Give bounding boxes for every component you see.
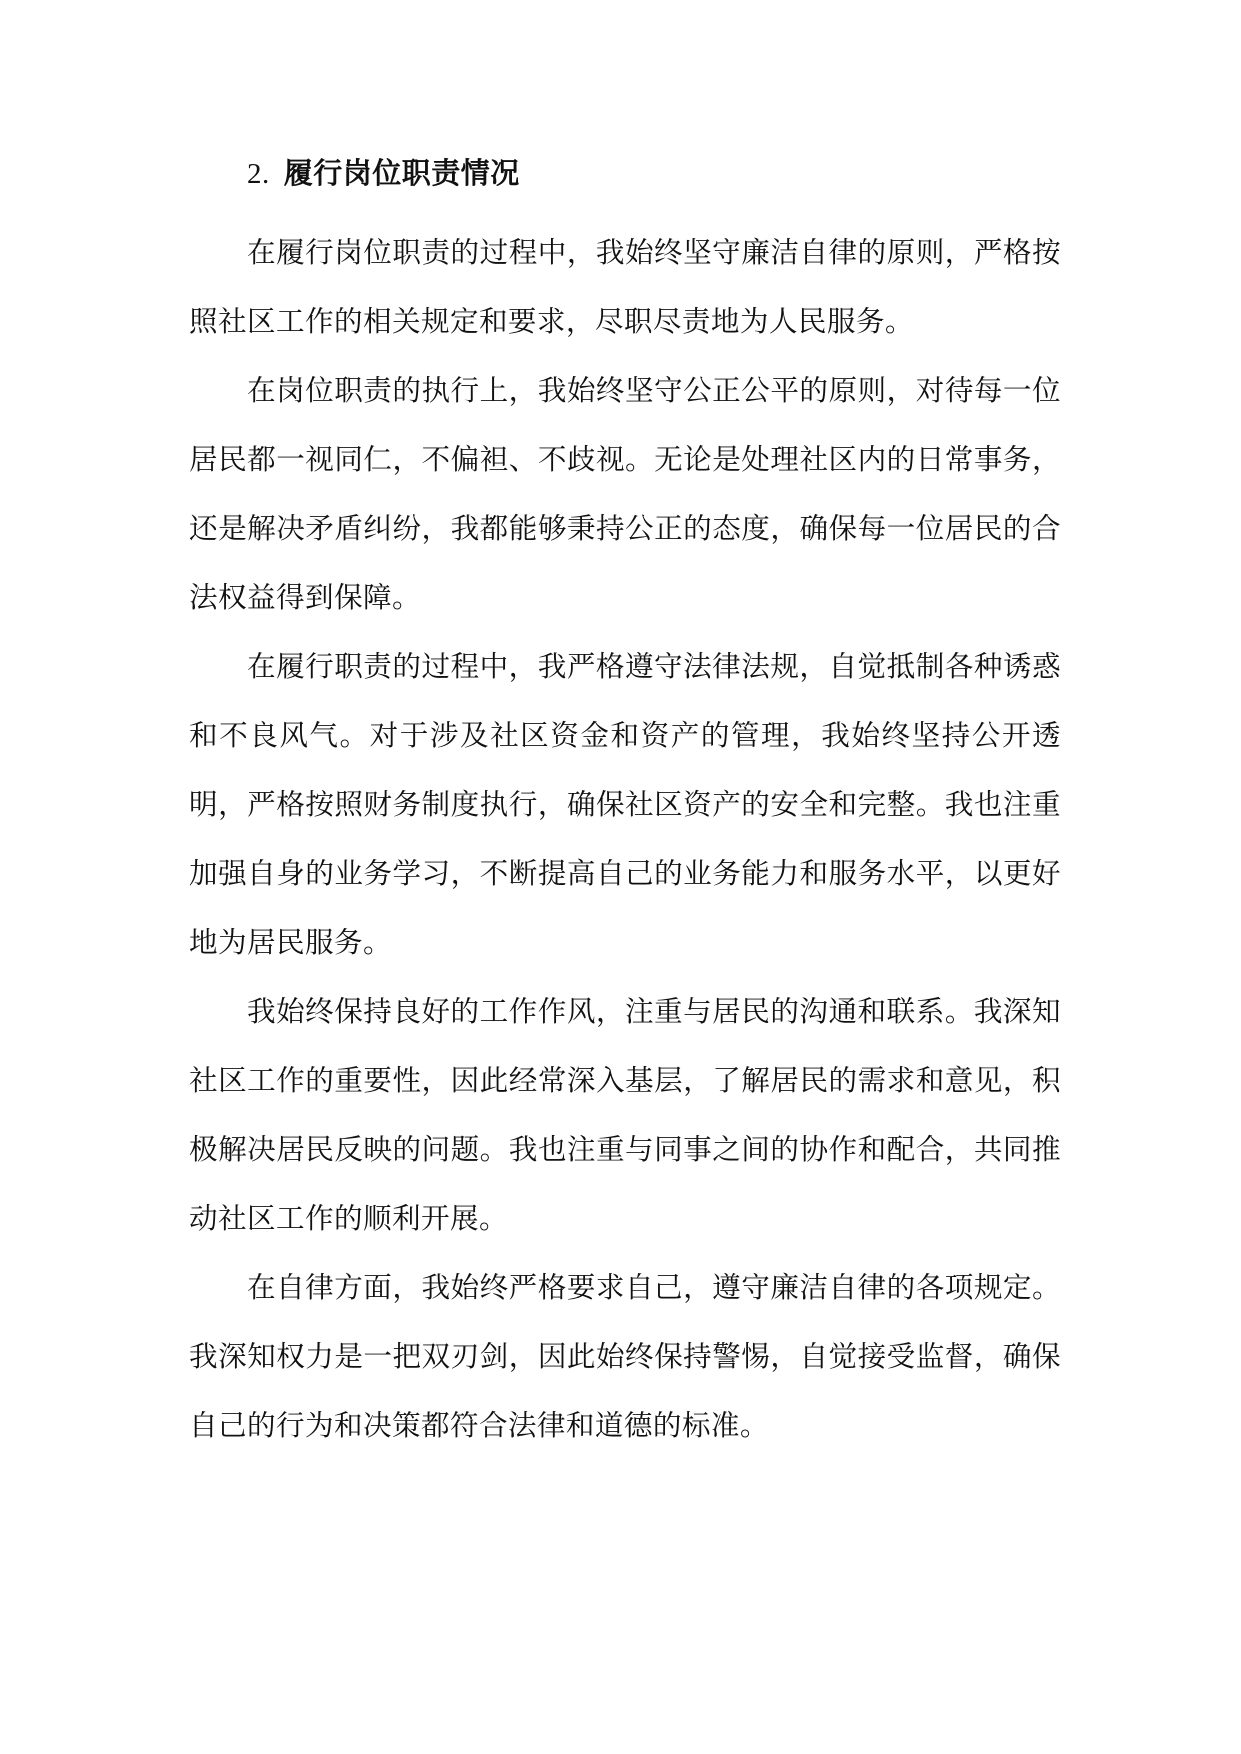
paragraph-3: 在履行职责的过程中，我严格遵守法律法规，自觉抵制各种诱惑和不良风气。对于涉及社区资金和资产的管理，我始终坚持公开透明，严格按照财务制度执行，确保社区资产的安全和完整。我也注重加强自身的业务学习，不断提高自己的业务能力和服务水平，以更好地为居民服务。: [189, 649, 1061, 959]
section-number: 2.: [247, 158, 270, 190]
section-title: 履行岗位职责情况: [283, 156, 520, 190]
section-heading: [189, 148, 1061, 199]
paragraph-2: 在岗位职责的执行上，我始终坚守公正公平的原则，对待每一位居民都一视同仁，不偏袒、不歧视。无论是处理社区内的日常事务，还是解决矛盾纠纷，我都能够秉持公正的态度，确保每一位居民的合法权益得到保障。: [189, 373, 1061, 614]
paragraph-1: 在履行岗位职责的过程中，我始终坚守廉洁自律的原则，严格按照社区工作的相关规定和要求，尽职尽责地为人民服务。: [189, 235, 1061, 338]
paragraph-4: 我始终保持良好的工作作风，注重与居民的沟通和联系。我深知社区工作的重要性，因此经常深入基层，了解居民的需求和意见，积极解决居民反映的问题。我也注重与同事之间的协作和配合，共同推动社区工作的顺利开展。: [189, 994, 1061, 1235]
paragraph-5: 在自律方面，我始终严格要求自己，遵守廉洁自律的各项规定。我深知权力是一把双刃剑，因此始终保持警惕，自觉接受监督，确保自己的行为和决策都符合法律和道德的标准。: [189, 1270, 1061, 1442]
document-page: [189, 148, 1061, 1460]
